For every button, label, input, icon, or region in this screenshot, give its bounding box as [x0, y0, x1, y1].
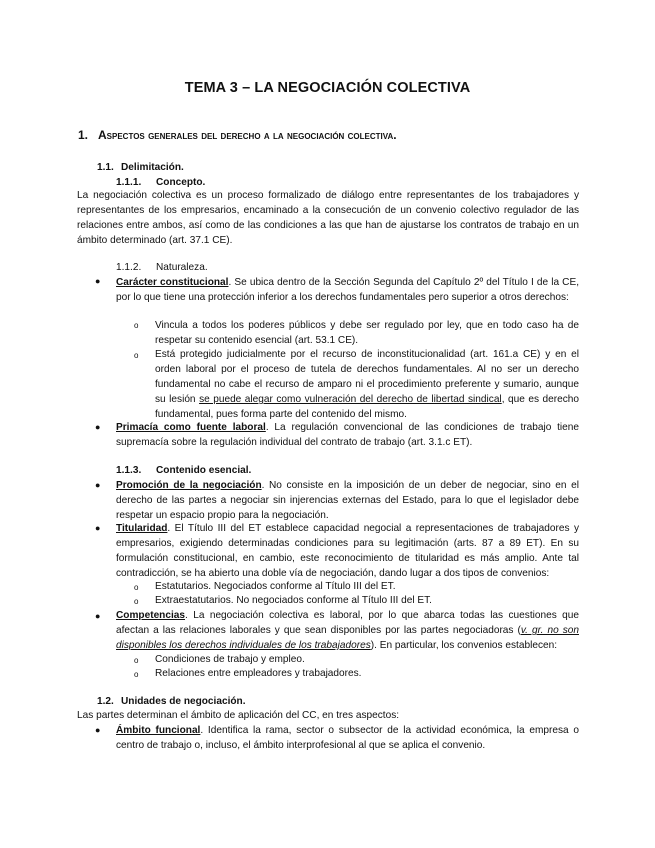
naturaleza-subitem-2: [155, 347, 579, 422]
bullet-icon: ●: [95, 725, 101, 735]
bullet-icon: ●: [95, 422, 101, 432]
subsection-1-2-heading: [97, 696, 246, 707]
contenido-subitem-3: Condiciones de trabajo y empleo.: [155, 654, 305, 665]
subsection-number: 1.1.2.: [116, 262, 142, 273]
item-text: . El Título III del ET establece capacidad negocial a representaciones de trabajadores y empresarios, exigiendo determinadas condiciones para su legitimación (arts. 87 a 89 ET). En su formulación constitucional, en cambio, este reconocimiento de titularidad es más amplio. Ante tal contradicción, se ha abierto una doble vía de negociación, dando lugar a dos tipos de convenios:: [116, 523, 579, 579]
contenido-item-1: [116, 478, 579, 523]
bullet-icon: ●: [95, 523, 101, 533]
circle-bullet-icon: o: [134, 351, 139, 360]
subsection-number: 1.1.3.: [116, 465, 142, 476]
subitem-text: Está protegido judicialmente por el recurso de inconstitucionalidad (art. 161.a CE) y en el orden laboral por el proceso de tutela de derechos fundamentales. Al no ser un derecho fundamental no cabe el recurso de amparo ni el procedimiento preferente y sumario, aunque su lesión: [155, 349, 579, 405]
naturaleza-subitem-1: Vincula a todos los poderes públicos y debe ser regulado por ley, que en todo caso ha de respetar su contenido esencial (art. 53.1 CE).: [155, 320, 579, 346]
subitem-underlined-text: se puede alegar como vulneración del derecho de libertad sindical: [199, 394, 502, 405]
item-label: Titularidad: [116, 523, 168, 534]
item-text: . La regulación convencional de las condiciones de trabajo tiene supremacía sobre la regulación individual del contrato de trabajo (art. 3.1.c ET).: [116, 422, 580, 448]
item-label: Promoción de la negociación: [116, 480, 262, 491]
naturaleza-item-2: [116, 420, 579, 450]
subsection-title: Unidades de negociación.: [121, 696, 246, 707]
bullet-icon: ●: [95, 276, 101, 286]
item-text: . Se ubica dentro de la Sección Segunda del Capítulo 2º del Título I de la CE, por lo que tiene una protección inferior a los derechos fundamentales pero superior a otros derechos:: [116, 277, 579, 303]
circle-bullet-icon: o: [134, 656, 139, 665]
item-text: . La negociación colectiva es laboral, por lo que abarca todas las cuestiones que afectan a las relaciones laborales y que sean disponibles por las partes negociadoras (: [116, 610, 579, 636]
item-label: Ámbito funcional: [116, 725, 201, 736]
contenido-item-3: [116, 608, 579, 653]
subsection-number: 1.1.1.: [116, 177, 142, 188]
subsection-1-1-3-heading: [116, 465, 251, 476]
subsection-1-1-heading: [97, 162, 184, 173]
item-label: Competencias: [116, 610, 185, 621]
item-italic-text: v. gr. no son disponibles los derechos individuales de los trabajadores: [116, 625, 579, 651]
circle-bullet-icon: o: [134, 583, 139, 592]
circle-bullet-icon: o: [134, 670, 139, 679]
subsection-title: Naturaleza.: [156, 262, 208, 273]
item-text-end: ). En particular, los convenios establecen:: [370, 640, 558, 651]
section-1-heading: [78, 128, 397, 142]
unidades-intro: Las partes determinan el ámbito de aplicación del CC, en tres aspectos:: [77, 710, 400, 721]
naturaleza-item-1: [116, 275, 579, 305]
item-text: . Identifica la rama, sector o subsector de la actividad económica, la empresa o centro de trabajo o, incluso, el ámbito interprofesional al que se aplica el convenio.: [116, 725, 579, 751]
subsection-1-1-1-heading: [116, 177, 205, 188]
contenido-item-2: [116, 521, 579, 581]
item-text: . No consiste en la imposición de un deber de negociar, sino en el derecho de las partes a negociar sin injerencias externas del Estado, para lo que el legislador debe respetar un espacio propio para la negociación.: [116, 480, 579, 521]
bullet-icon: ●: [95, 611, 101, 621]
item-label: Primacía como fuente laboral: [116, 422, 266, 433]
contenido-subitem-4: Relaciones entre empleadores y trabajadores.: [155, 668, 362, 679]
circle-bullet-icon: o: [134, 321, 139, 330]
section-number: 1.: [78, 128, 89, 142]
subsection-title: Delimitación.: [121, 162, 184, 173]
contenido-subitem-1: Estatutarios. Negociados conforme al Título III del ET.: [155, 581, 396, 592]
unidades-item-1: [116, 723, 579, 753]
circle-bullet-icon: o: [134, 597, 139, 606]
section-title: Aspectos generales del derecho a la negociación colectiva.: [98, 128, 397, 142]
subsection-1-1-2-heading: [116, 262, 208, 273]
subitem-text-end: , que es derecho fundamental, pues forma parte del contenido del mismo.: [155, 394, 579, 420]
subsection-number: 1.1.: [97, 162, 114, 173]
page-title: TEMA 3 – LA NEGOCIACIÓN COLECTIVA: [184, 80, 471, 96]
contenido-subitem-2: Extraestatutarios. No negociados conforme al Título III del ET.: [155, 595, 432, 606]
item-label: Carácter constitucional: [116, 277, 229, 288]
subsection-title: Contenido esencial.: [156, 465, 252, 476]
subsection-number: 1.2.: [97, 696, 114, 707]
subsection-title: Concepto.: [156, 177, 206, 188]
bullet-icon: ●: [95, 480, 101, 490]
concepto-paragraph: La negociación colectiva es un proceso formalizado de diálogo entre representantes de los trabajadores y representantes de los empresarios, encaminado a la consecución de un convenio colectivo regulador de las relaciones entre ambos, así como de las condiciones a las que han de ajustarse los contratos de trabajo en un ámbito determinado (art. 37.1 CE).: [77, 190, 579, 246]
